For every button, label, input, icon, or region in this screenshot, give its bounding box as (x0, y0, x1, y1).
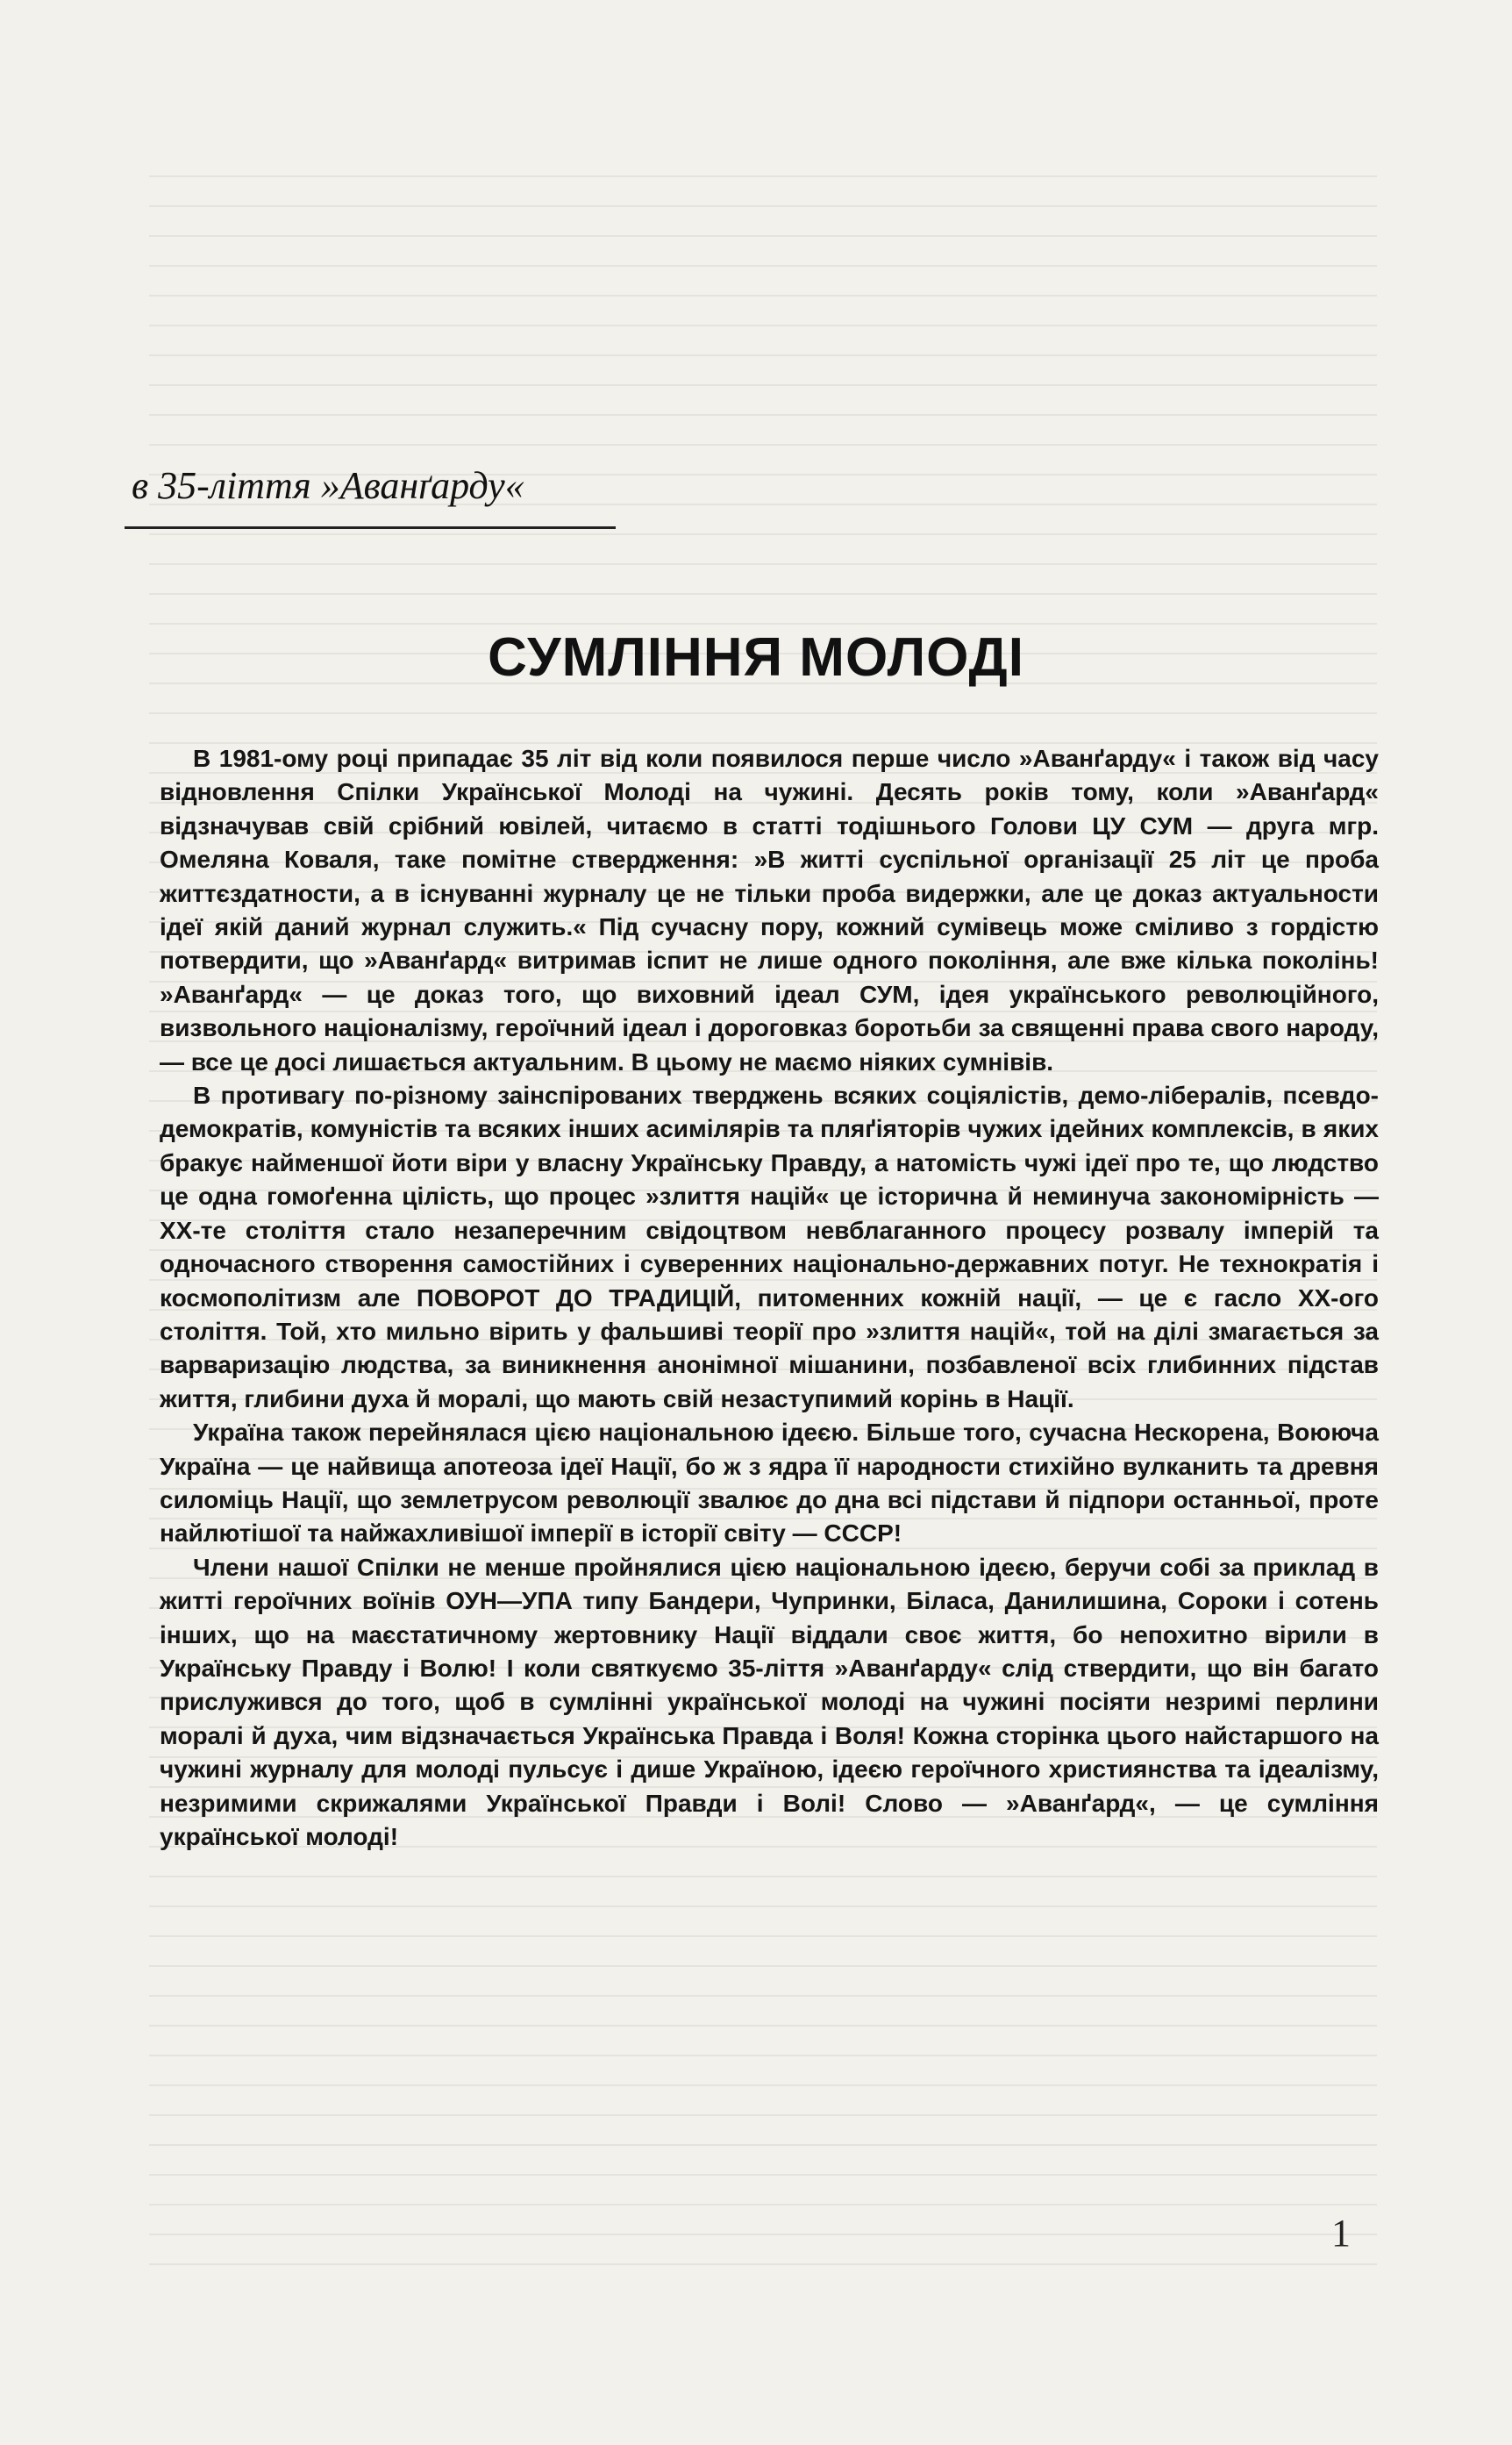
paragraph-3: Україна також перейнялася цією національною ідеєю. Більше того, сучасна Нескорена, Воююча Україна — це найвища апотеоза ідеї Нації, бо ж з ядра її народности стихійно вулканить та древня силоміць Нації, що землетрусом революції звалює до дна всі підстави й підпори останньої, проте найлютішої та найжахливішої імперії в історії світу — СССР! (160, 1419, 1379, 1548)
article-title: СУМЛІННЯ МОЛОДІ (488, 626, 1024, 688)
page-number: 1 (1331, 2212, 1351, 2255)
paragraph-1: В 1981-ому році припадає 35 літ від коли появилося перше число »Аванґарду« і також від часу відновлення Спілки Української Молоді на чужині. Десять років тому, коли »Аванґард« відзначував свій срібний ювілей, читаємо в статті тодішнього Голови ЦУ СУМ — друга мгр. Омеляна Коваля, таке помітне ствердження: »В житті суспільної організації 25 літ це проба життєздатности, а в існуванні журналу це не тільки проба видержки, але це доказ актуальности ідеї якій даний журнал служить.« Під сучасну пору, кожний сумівець може сміливо з гордістю потвердити, що »Аванґард« витримав іспит не лише одного покоління, але вже кілька поколінь! »Аванґард« — це доказ того, що виховний ідеал СУМ, ідея українського революційного, визвольного націоналізму, героїчний ідеал і дороговказ боротьби за священні права свого народу, — все це досі лишається актуальним. В цьому не маємо ніяких сумнівів. (160, 745, 1379, 1076)
paragraph-4: Члени нашої Спілки не менше пройнялися цією національною ідеєю, беручи собі за приклад в житті героїчних воїнів ОУН—УПА типу Бандери, Чупринки, Біласа, Данилишина, Сороки і сотень інших, що на маєстатичному жертовнику Нації віддали своє життя, бо непохитно вірили в Українську Правду і Волю! І коли святкуємо 35-ліття »Аванґарду« слід ствердити, що він багато прислужився до того, щоб в сумлінні української молоді на чужині посіяти незримі перлини моралі й духа, чим відзначається Українська Правда і Воля! Кожна сторінка цього найстаршого на чужині журналу для молоді пульсує і дише Україною, ідеєю героїчного християнства та ідеалізму, незримими скрижалями Української Правди і Волі! Слово — »Аванґард«, — це сумління української молоді! (160, 1553, 1379, 1850)
paragraph-2: В противагу по-різному заінспірованих тверджень всяких соціялістів, демо-лібералів, псевдо-демократів, комуністів та всяких інших асимілярів та пляґіяторів чужих ідейних комплексів, в яких бракує найменшої йоти віри у власну Українську Правду, а натомість чужі ідеї про те, що людство це одна гомоґенна цілість, що процес »злиття націй« це історична й неминуча закономірність — XX-те століття стало незаперечним свідоцтвом невблаганного процесу розвалу імперій та одночасного створення самостійних і суверенних національно-державних потуг. Не технократія і космополітизм але ПОВОРОТ ДО ТРАДИЦІЙ, питоменних кожній нації, — це є гасло XX-ого століття. Той, хто мильно вірить у фальшиві теорії про »злиття націй«, той на ділі змагається за варваризацію людства, за виникнення анонімної мішанини, позбавленої всіх глибинних підстав життя, глибини духа й моралі, що мають свій незаступимий корінь в Нації. (160, 1082, 1379, 1412)
section-label: в 35-ліття »Аванґарду« (132, 464, 524, 507)
article-body (160, 742, 1379, 1854)
section-rule (125, 526, 616, 529)
